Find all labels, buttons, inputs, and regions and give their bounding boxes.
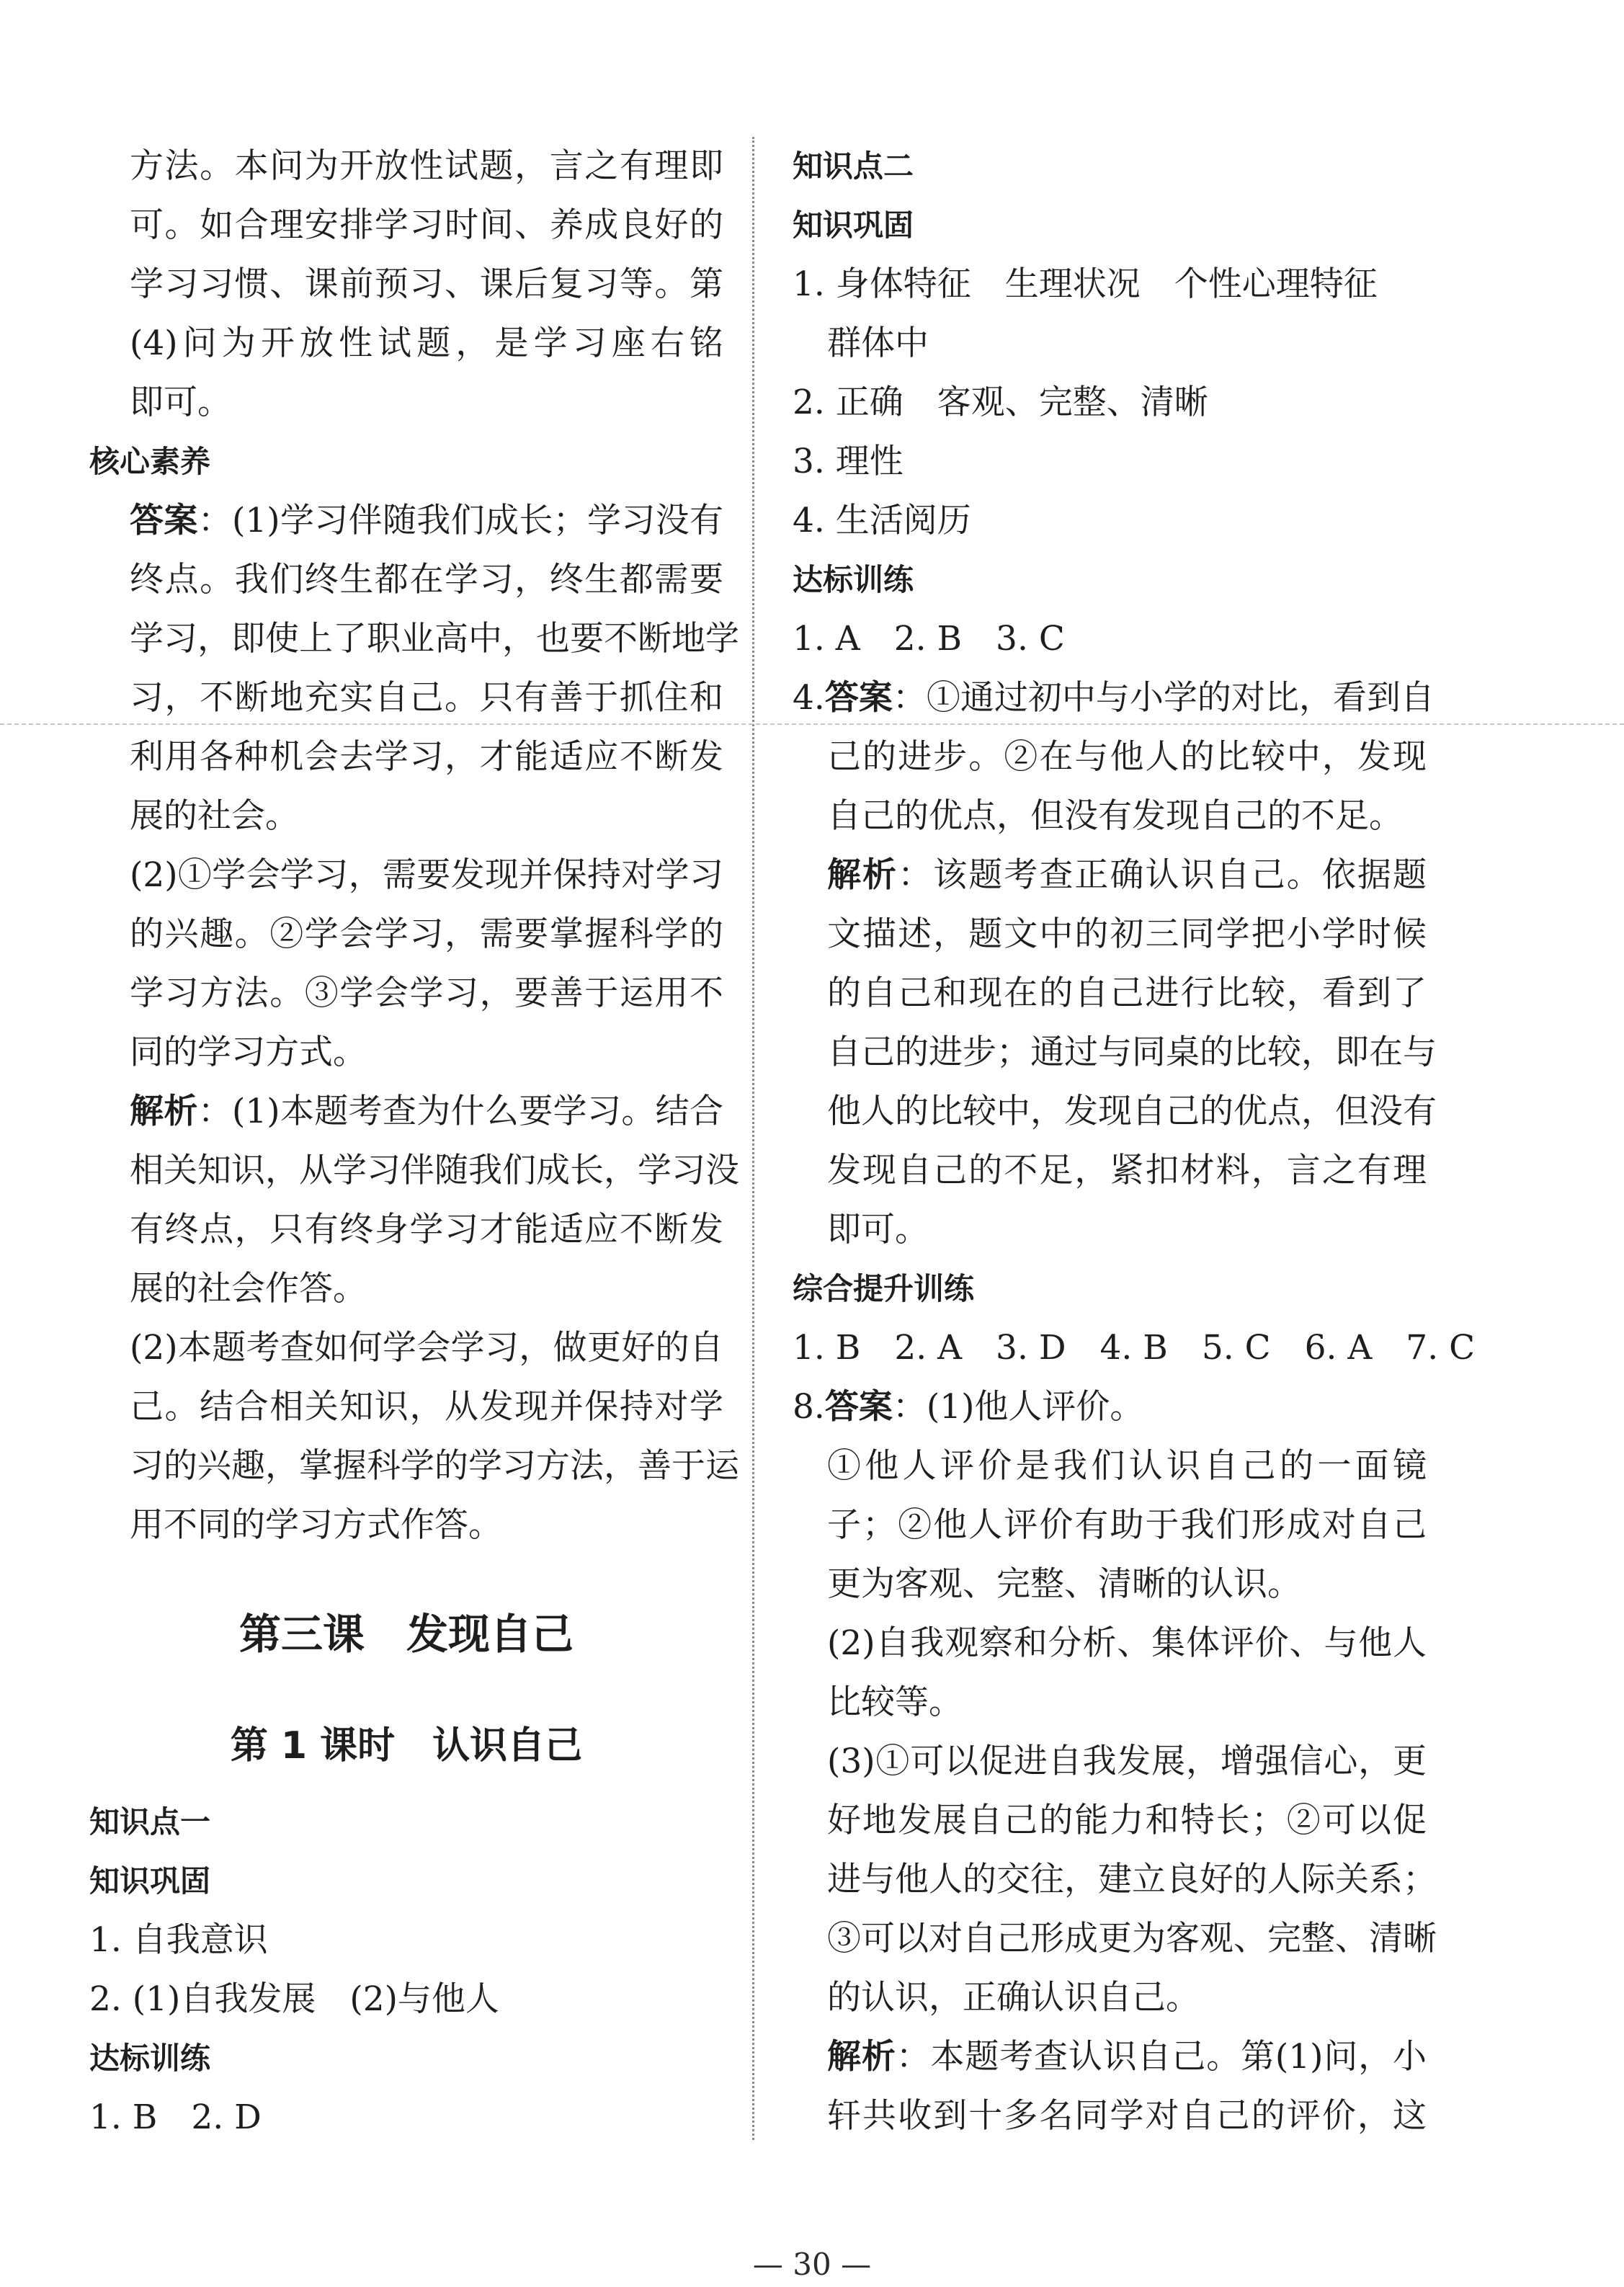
explanation-text: ：(1)本题考查为什么要学习。结合 bbox=[197, 1092, 724, 1131]
answer-item: 2. (1)自我发展 (2)与他人 bbox=[89, 1979, 499, 2019]
answer-item: 1. B 2. A 3. D 4. B 5. C 6. A 7. C bbox=[793, 1328, 1476, 1368]
question-number: 4. bbox=[793, 678, 825, 718]
text-line: 展的社会。 bbox=[130, 796, 299, 836]
answer-item: 1. A 2. B 3. C bbox=[793, 619, 1065, 659]
section-heading-consolidate: 知识巩固 bbox=[793, 208, 914, 243]
text-line: 文描述，题文中的初三同学把小学时候 bbox=[827, 914, 1427, 954]
text-line: (4)问为开放性试题，是学习座右铭 bbox=[130, 324, 723, 363]
text-line: 自己的优点，但没有发现自己的不足。 bbox=[827, 796, 1403, 836]
answer-item: 2. 正确 客观、完整、清晰 bbox=[793, 383, 1208, 422]
text-line: 子；②他人评价有助于我们形成对自己 bbox=[827, 1505, 1427, 1545]
section-heading-kp2: 知识点二 bbox=[793, 148, 914, 184]
right-column bbox=[793, 137, 1476, 2146]
answer-text: ：(1)学习伴随我们成长；学习没有 bbox=[197, 501, 724, 540]
text-line: 同的学习方式。 bbox=[130, 1033, 367, 1072]
answer-item: 群体中 bbox=[827, 324, 929, 363]
text-line: 有终点，只有终身学习才能适应不断发 bbox=[130, 1210, 723, 1249]
section-heading-comprehensive: 综合提升训练 bbox=[793, 1271, 975, 1306]
text-line: 习，不断地充实自己。只有善于抓住和 bbox=[130, 678, 723, 718]
text-line: 更为客观、完整、清晰的认识。 bbox=[827, 1564, 1301, 1604]
section-heading-practice: 达标训练 bbox=[793, 562, 914, 597]
text-line: 比较等。 bbox=[827, 1682, 963, 1722]
text-line: (2)本题考查如何学会学习，做更好的自 bbox=[130, 1328, 723, 1368]
section-heading-kp1: 知识点一 bbox=[89, 1804, 211, 1840]
answer-item: 1. B 2. D bbox=[89, 2097, 262, 2137]
left-column bbox=[89, 137, 739, 2147]
text-line: 学习习惯、课前预习、课后复习等。第 bbox=[130, 264, 723, 304]
text-line: 自己的进步；通过与同桌的比较，即在与 bbox=[827, 1033, 1437, 1072]
text-line: 相关知识，从学习伴随我们成长，学习没 bbox=[130, 1151, 739, 1190]
column-divider bbox=[752, 137, 754, 2140]
text-line: ③可以对自己形成更为客观、完整、清晰 bbox=[827, 1919, 1437, 1958]
text-line: 学习，即使上了职业高中，也要不断地学 bbox=[130, 619, 739, 659]
text-line: 的兴趣。②学会学习，需要掌握科学的 bbox=[130, 914, 723, 954]
text-line: 利用各种机会去学习，才能适应不断发 bbox=[130, 737, 723, 777]
explanation-label: 解析 bbox=[827, 855, 898, 895]
text-line: 他人的比较中，发现自己的优点，但没有 bbox=[827, 1092, 1437, 1131]
answer-item: 3. 理性 bbox=[793, 442, 904, 481]
text-line: 的认识，正确认识自己。 bbox=[827, 1978, 1200, 2018]
text-line: 的自己和现在的自己进行比较，看到了 bbox=[827, 973, 1427, 1013]
text-line: (2)①学会学习，需要发现并保持对学习 bbox=[130, 855, 723, 895]
answer-label: 答案 bbox=[824, 1387, 893, 1427]
text-line: 发现自己的不足，紧扣材料，言之有理 bbox=[827, 1151, 1427, 1190]
explanation-label: 解析 bbox=[827, 2037, 896, 2077]
text-line: 用不同的学习方式作答。 bbox=[130, 1505, 502, 1545]
text-line: 进与他人的交往，建立良好的人际关系； bbox=[827, 1860, 1437, 1899]
section-heading-core: 核心素养 bbox=[89, 444, 211, 479]
answer-line bbox=[793, 669, 1435, 728]
answer-line bbox=[89, 491, 723, 550]
text-line: 己的进步。②在与他人的比较中，发现 bbox=[827, 737, 1427, 777]
text-line: (3)①可以促进自我发展，增强信心，更 bbox=[827, 1742, 1427, 1781]
explanation-line bbox=[793, 2028, 1427, 2087]
answer-text: ：①通过初中与小学的对比，看到自 bbox=[892, 678, 1435, 718]
text-line: 可。如合理安排学习时间、养成良好的 bbox=[130, 205, 723, 245]
explanation-line bbox=[793, 846, 1427, 905]
text-line: 轩共收到十多名同学对自己的评价，这 bbox=[827, 2096, 1427, 2136]
text-line: 展的社会作答。 bbox=[130, 1269, 367, 1309]
text-line: 好地发展自己的能力和特长；②可以促 bbox=[827, 1801, 1427, 1840]
text-line: 学习方法。③学会学习，要善于运用不 bbox=[130, 973, 723, 1013]
answer-label: 答案 bbox=[130, 501, 198, 540]
explanation-text: ：该题考查正确认识自己。依据题 bbox=[898, 855, 1427, 895]
period-title: 第 1 课时 认识自己 bbox=[230, 1724, 583, 1767]
answer-item: 1. 自我意识 bbox=[89, 1920, 268, 1960]
text-line: 习的兴趣，掌握科学的学习方法，善于运 bbox=[130, 1446, 739, 1486]
text-line: 终点。我们终生都在学习，终生都需要 bbox=[130, 560, 723, 599]
answer-item: 1. 身体特征 生理状况 个性心理特征 bbox=[793, 264, 1378, 304]
explanation-line bbox=[89, 1082, 723, 1141]
question-number: 8. bbox=[793, 1387, 825, 1427]
section-heading-practice: 达标训练 bbox=[89, 2041, 211, 2076]
text-line: 即可。 bbox=[827, 1210, 929, 1249]
answer-item: 4. 生活阅历 bbox=[793, 501, 971, 540]
answer-text: ：(1)他人评价。 bbox=[892, 1387, 1144, 1427]
text-line: (2)自我观察和分析、集体评价、与他人 bbox=[827, 1623, 1427, 1663]
explanation-label: 解析 bbox=[130, 1092, 198, 1131]
text-line: 即可。 bbox=[130, 383, 231, 422]
explanation-text: ：本题考查认识自己。第(1)问，小 bbox=[896, 2037, 1427, 2077]
section-heading-consolidate: 知识巩固 bbox=[89, 1863, 211, 1899]
page-number: — 30 — bbox=[752, 2247, 872, 2282]
text-line: ①他人评价是我们认识自己的一面镜 bbox=[827, 1446, 1427, 1486]
text-line: 方法。本问为开放性试题，言之有理即 bbox=[130, 146, 723, 186]
answer-line bbox=[793, 1378, 1427, 1437]
text-line: 己。结合相关知识，从发现并保持对学 bbox=[130, 1387, 723, 1427]
answer-label: 答案 bbox=[824, 678, 893, 718]
lesson-title: 第三课 发现自己 bbox=[238, 1610, 574, 1659]
